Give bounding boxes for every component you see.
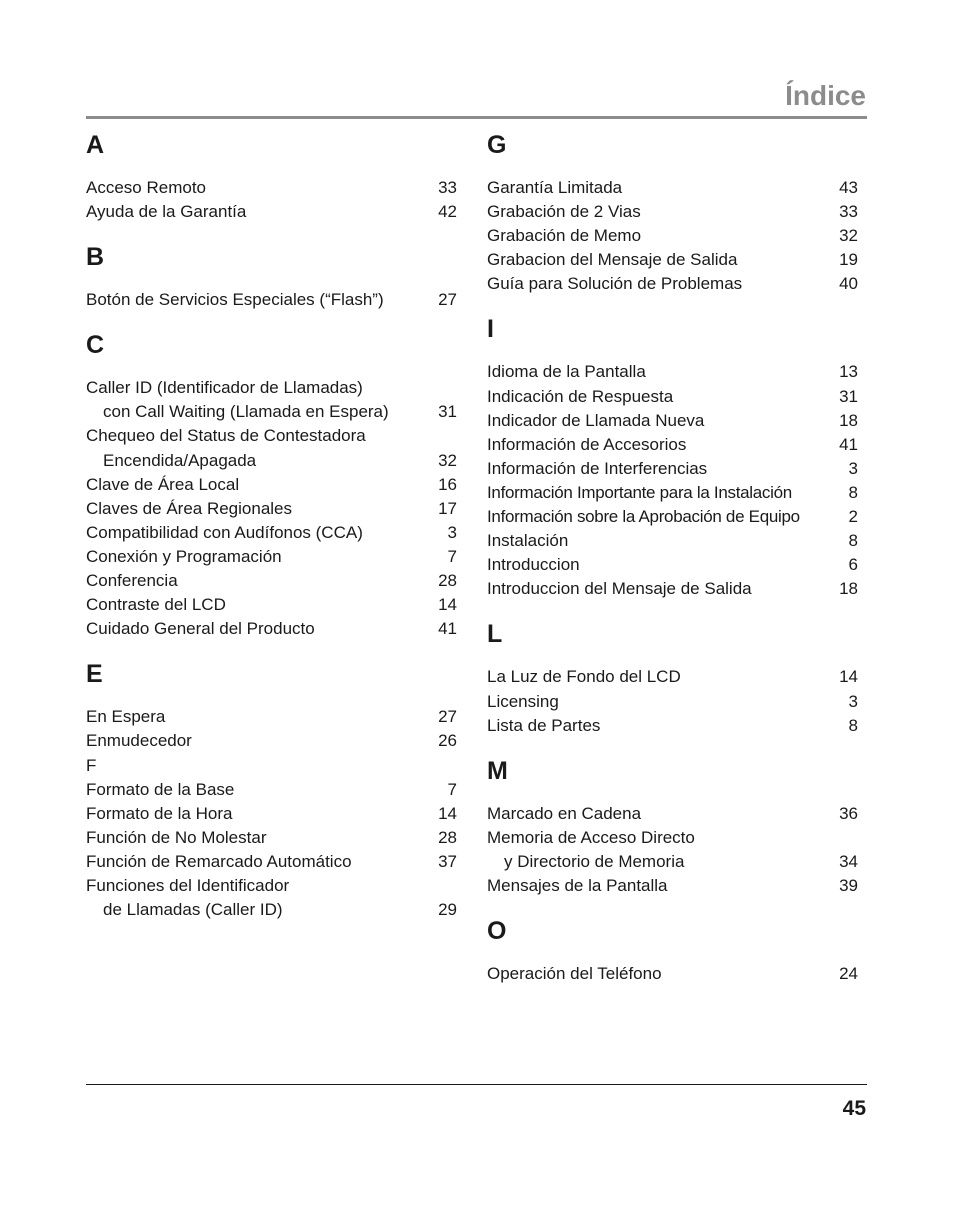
index-section-m <box>487 756 858 898</box>
entry-page: 27 <box>438 707 457 727</box>
index-entry <box>86 898 457 922</box>
index-entry <box>86 826 457 850</box>
footer-rule <box>86 1084 867 1085</box>
entry-page: 18 <box>839 579 858 599</box>
entry-text: Chequeo del Status de Contestadora <box>86 426 366 446</box>
entry-text: Introduccion <box>487 555 580 575</box>
index-entry <box>86 376 457 400</box>
entry-page: 28 <box>438 571 457 591</box>
index-entry <box>86 729 457 753</box>
entry-text: Clave de Área Local <box>86 474 240 494</box>
index-entry <box>86 569 457 593</box>
entry-text: Marcado en Cadena <box>487 803 642 823</box>
entry-text: Conexión y Programación <box>86 546 282 566</box>
entry-page: 31 <box>438 402 457 422</box>
index-entry <box>487 826 858 850</box>
index-entry <box>487 457 858 481</box>
index-entry <box>487 200 858 224</box>
index-entry <box>86 754 457 778</box>
section-letter: B <box>86 243 105 272</box>
entry-text: Ayuda de la Garantía <box>86 202 247 222</box>
entry-text: Funciones del Identificador <box>86 875 290 895</box>
section-letter: C <box>86 331 105 360</box>
index-entry <box>487 802 858 826</box>
entry-page: 16 <box>438 474 457 494</box>
entry-page: 41 <box>438 619 457 639</box>
entry-text: Caller ID (Identificador de Llamadas) <box>86 378 363 398</box>
page-number: 45 <box>842 1097 866 1120</box>
section-letter: I <box>487 315 494 344</box>
index-section-b <box>86 242 457 312</box>
index-entry <box>86 400 457 424</box>
entry-page: 14 <box>839 667 858 687</box>
entry-text: Operación del Teléfono <box>487 964 662 984</box>
entry-text: Información sobre la Aprobación de Equipo <box>487 507 800 527</box>
index-entry <box>86 593 457 617</box>
entry-page: 13 <box>839 362 858 382</box>
entry-page: 3 <box>848 458 858 478</box>
index-entry <box>487 962 858 986</box>
entry-page: 39 <box>839 875 858 895</box>
index-entry <box>86 705 457 729</box>
section-letter: O <box>487 917 507 946</box>
entry-page: 40 <box>839 274 858 294</box>
entry-page: 41 <box>839 434 858 454</box>
entry-text: Lista de Partes <box>487 715 601 735</box>
index-section-i <box>487 314 858 601</box>
entry-page: 8 <box>848 531 858 551</box>
entry-text: Acceso Remoto <box>86 178 206 197</box>
entry-page: 8 <box>848 482 858 502</box>
index-section-l <box>487 619 858 737</box>
entry-text: Encendida/Apagada <box>103 450 257 470</box>
index-entry <box>487 529 858 553</box>
index-entry <box>487 224 858 248</box>
entry-text: de Llamadas (Caller ID) <box>103 900 283 920</box>
entry-text: Guía para Solución de Problemas <box>487 274 743 294</box>
entry-page: 18 <box>839 410 858 430</box>
entry-page: 33 <box>839 202 858 222</box>
entry-page: 26 <box>438 731 457 751</box>
index-entry <box>487 481 858 505</box>
page-title: Índice <box>785 80 866 111</box>
index-entry <box>86 176 457 200</box>
entry-page: 27 <box>438 290 457 310</box>
index-entry <box>86 473 457 497</box>
index-section-g <box>487 130 858 296</box>
entry-text: Función de Remarcado Automático <box>86 851 352 871</box>
entry-text: La Luz de Fondo del LCD <box>487 667 681 687</box>
entry-page: 3 <box>848 691 858 711</box>
entry-text: Formato de la Base <box>86 779 235 799</box>
index-entry <box>487 248 858 272</box>
entry-page: 29 <box>438 900 457 920</box>
entry-text: Función de No Molestar <box>86 827 267 847</box>
entry-text: Enmudecedor <box>86 731 192 751</box>
index-entry <box>86 200 457 224</box>
entry-page: 2 <box>848 507 858 527</box>
entry-text: con Call Waiting (Llamada en Espera) <box>103 402 389 422</box>
entry-text: Licensing <box>487 691 559 711</box>
entry-page: 36 <box>839 803 858 823</box>
entry-text: Instalación <box>487 531 569 551</box>
index-entry <box>86 850 457 874</box>
entry-page: 32 <box>839 226 858 246</box>
entry-text: Indicador de Llamada Nueva <box>487 410 705 430</box>
entry-text: Garantía Limitada <box>487 178 623 197</box>
index-entry <box>86 449 457 473</box>
index-column-right <box>487 126 858 1004</box>
entry-text: Información Importante para la Instalación <box>487 482 792 502</box>
section-letter: M <box>487 756 508 785</box>
entry-text: Claves de Área Regionales <box>86 498 293 518</box>
index-entry <box>487 665 858 689</box>
index-section-a <box>86 130 457 224</box>
index-entry <box>86 424 457 448</box>
section-letter: L <box>487 620 503 649</box>
entry-text: y Directorio de Memoria <box>504 851 685 871</box>
index-entry <box>487 874 858 898</box>
section-letter: A <box>86 131 105 159</box>
entry-text: Introduccion del Mensaje de Salida <box>487 579 752 599</box>
index-column-left <box>86 126 457 940</box>
entry-page: 14 <box>438 803 457 823</box>
entry-text: Contraste del LCD <box>86 595 226 615</box>
entry-page: 3 <box>447 522 457 542</box>
entry-page: 8 <box>848 715 858 735</box>
index-entry <box>487 505 858 529</box>
index-entry <box>487 385 858 409</box>
index-entry <box>86 497 457 521</box>
entry-text: Información de Accesorios <box>487 434 687 454</box>
entry-text: Indicación de Respuesta <box>487 386 674 406</box>
index-entry <box>86 778 457 802</box>
index-entry <box>86 874 457 898</box>
header-rule <box>86 116 867 119</box>
entry-page: 6 <box>848 555 858 575</box>
entry-page: 24 <box>839 964 858 984</box>
entry-text: En Espera <box>86 707 166 727</box>
index-section-c <box>86 330 457 641</box>
entry-page: 34 <box>839 851 858 871</box>
index-entry <box>487 409 858 433</box>
entry-page: 28 <box>438 827 457 847</box>
entry-page: 43 <box>839 178 858 197</box>
entry-page: 17 <box>438 498 457 518</box>
section-letter: G <box>487 131 507 159</box>
entry-text: Memoria de Acceso Directo <box>487 827 695 847</box>
entry-text: Formato de la Hora <box>86 803 233 823</box>
entry-text: Grabación de Memo <box>487 226 642 246</box>
entry-page: 7 <box>447 546 457 566</box>
entry-page: 14 <box>438 595 457 615</box>
entry-text: Botón de Servicios Especiales (“Flash”) <box>86 290 384 310</box>
index-entry <box>487 176 858 200</box>
index-entry <box>487 433 858 457</box>
entry-text: Grabación de 2 Vias <box>487 202 641 222</box>
entry-page: 19 <box>839 250 858 270</box>
index-section-e <box>86 659 457 922</box>
index-entry <box>86 617 457 641</box>
index-entry <box>487 714 858 738</box>
index-entry <box>487 690 858 714</box>
index-entry <box>86 802 457 826</box>
entry-page: 42 <box>438 202 457 222</box>
entry-page: 7 <box>447 779 457 799</box>
index-entry <box>487 360 858 384</box>
entry-page: 33 <box>438 178 457 197</box>
entry-text: F <box>86 755 97 775</box>
entry-text: Grabacion del Mensaje de Salida <box>487 250 738 270</box>
entry-page: 32 <box>438 450 457 470</box>
entry-text: Cuidado General del Producto <box>86 619 315 639</box>
entry-text: Información de Interferencias <box>487 458 708 478</box>
index-entry <box>487 553 858 577</box>
index-entry <box>86 521 457 545</box>
index-entry <box>86 288 457 312</box>
entry-text: Idioma de la Pantalla <box>487 362 646 382</box>
entry-page: 37 <box>438 851 457 871</box>
index-section-o <box>487 916 858 986</box>
index-entry <box>487 272 858 296</box>
index-entry <box>487 577 858 601</box>
entry-text: Compatibilidad con Audífonos (CCA) <box>86 522 363 542</box>
entry-text: Conferencia <box>86 571 178 591</box>
index-entry <box>86 545 457 569</box>
entry-page: 31 <box>839 386 858 406</box>
entry-text: Mensajes de la Pantalla <box>487 875 668 895</box>
section-letter: E <box>86 660 103 689</box>
index-entry <box>487 850 858 874</box>
